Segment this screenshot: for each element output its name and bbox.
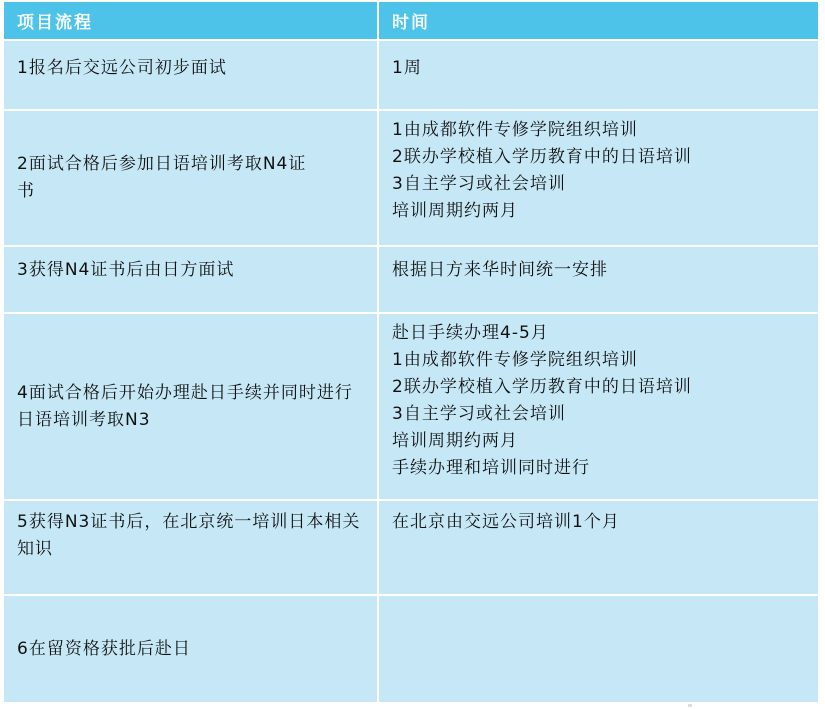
- process-cell: [4, 595, 378, 703]
- table-row: [4, 246, 818, 313]
- time-cell: [378, 110, 818, 246]
- process-cell: [4, 246, 378, 313]
- table-header-row: [4, 2, 818, 40]
- time-line: 培训周期约两月: [392, 201, 518, 221]
- time-cell: [378, 595, 818, 703]
- decorative-dot: [688, 704, 692, 707]
- time-line: 1由成都软件专修学院组织培训: [392, 120, 638, 140]
- header-time: 时间: [378, 2, 818, 40]
- table-row: [4, 595, 818, 703]
- process-cell: [4, 500, 378, 595]
- time-cell: [378, 500, 818, 595]
- time-line: 3自主学习或社会培训: [392, 174, 566, 194]
- time-cell: [378, 313, 818, 500]
- time-line: 2联办学校植入学历教育中的日语培训: [392, 377, 692, 397]
- process-table: [4, 2, 818, 704]
- time-line: 1由成都软件专修学院组织培训: [392, 350, 638, 370]
- time-line: 赴日手续办理4-5月: [392, 323, 549, 343]
- process-cell: [4, 313, 378, 500]
- time-line: 2联办学校植入学历教育中的日语培训: [392, 147, 692, 167]
- time-line: 根据日方来华时间统一安排: [392, 260, 608, 280]
- time-line: 在北京由交远公司培训1个月: [392, 512, 620, 532]
- time-line: 3自主学习或社会培训: [392, 404, 566, 424]
- process-cell: [4, 110, 378, 246]
- header-process: 项目流程: [4, 2, 378, 40]
- time-line: 培训周期约两月: [392, 431, 518, 451]
- process-text: 2面试合格后参加日语培训考取N4证书: [17, 154, 307, 201]
- table-row: [4, 500, 818, 595]
- process-text: 1报名后交远公司初步面试: [17, 58, 227, 78]
- time-line: 手续办理和培训同时进行: [392, 458, 590, 478]
- time-cell: [378, 246, 818, 313]
- process-text: 4面试合格后开始办理赴日手续并同时进行日语培训考取N3: [17, 382, 353, 430]
- time-cell: [378, 40, 818, 110]
- table-row: [4, 313, 818, 500]
- process-text: 3获得N4证书后由日方面试: [17, 260, 235, 280]
- process-text: 6在留资格获批后赴日: [17, 638, 191, 659]
- process-text: 5获得N3证书后，在北京统一培训日本相关知识: [17, 512, 361, 559]
- process-cell: [4, 40, 378, 110]
- table-row: [4, 110, 818, 246]
- table-row: [4, 40, 818, 110]
- time-line: 1周: [392, 58, 422, 78]
